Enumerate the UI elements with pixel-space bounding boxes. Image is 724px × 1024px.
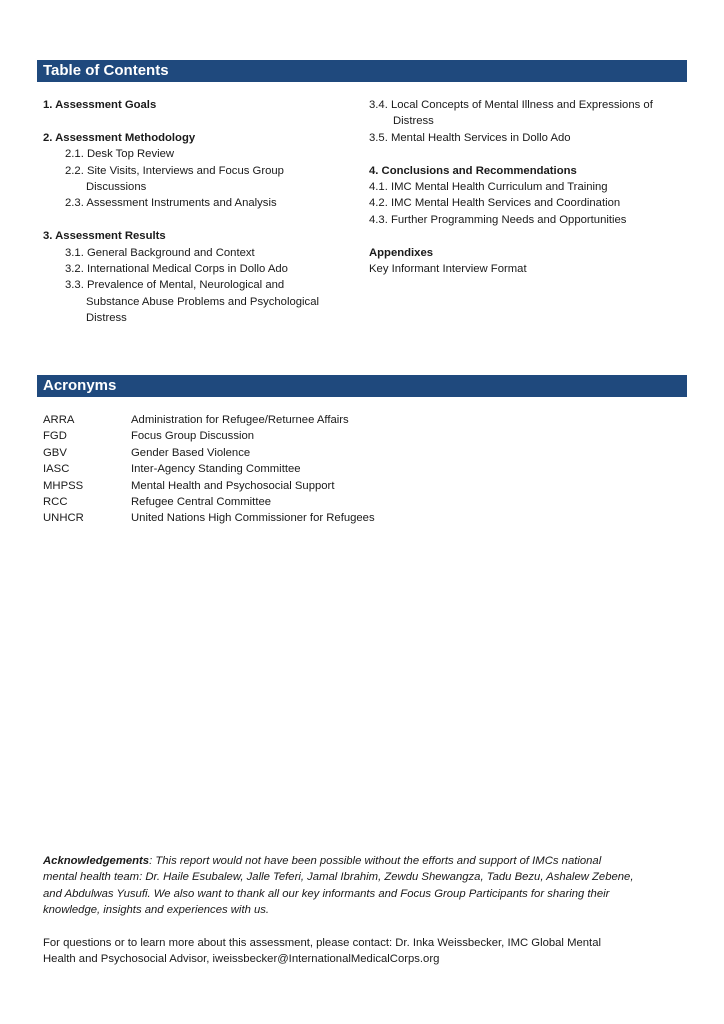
acronym-row	[43, 494, 683, 510]
acronym-meaning: Focus Group Discussion	[131, 430, 255, 443]
contact-text: Health and Psychosocial Advisor, iweissbecker@InternationalMedicalCorps.org	[43, 953, 440, 966]
acknowledgements-text: : This report would not have been possible without the efforts and support of IMCs national	[149, 855, 602, 867]
acknowledgements	[43, 853, 683, 919]
acronym-abbr: GBV	[43, 446, 67, 459]
toc-divider	[37, 81, 687, 82]
acronym-abbr: ARRA	[43, 414, 75, 426]
toc-entry-2[interactable]: 2. Assessment Methodology	[43, 131, 196, 144]
toc-entry-3-4[interactable]: 3.4. Local Concepts of Mental Illness and Expressions of	[369, 99, 653, 111]
toc-entry-3-2[interactable]: 3.2. International Medical Corps in Dollo Ado	[65, 263, 288, 276]
acronym-abbr: IASC	[43, 463, 70, 476]
toc-entry-4-1[interactable]: 4.1. IMC Mental Health Curriculum and Training	[369, 181, 608, 194]
acronyms-divider	[37, 396, 687, 397]
acronym-meaning: Refugee Central Committee	[131, 496, 272, 509]
acronyms-heading: Acronyms	[37, 375, 687, 396]
toc-right-column	[369, 97, 653, 277]
acronym-row	[43, 478, 683, 494]
toc-entry-3-3-cont2[interactable]: Distress	[86, 312, 127, 325]
toc-entry-appendix-1[interactable]: Key Informant Interview Format	[369, 263, 527, 276]
contact-text: For questions or to learn more about this assessment, please contact: Dr. Inka Weissbecker, IMC Global Mental	[43, 937, 601, 949]
acronym-abbr: MHPSS	[43, 479, 84, 492]
toc-entry-2-1[interactable]: 2.1. Desk Top Review	[65, 148, 175, 161]
toc-entry-3[interactable]: 3. Assessment Results	[43, 230, 166, 243]
acronym-abbr: RCC	[43, 496, 68, 509]
toc-heading: Table of Contents	[37, 60, 687, 81]
acronym-abbr: UNHCR	[43, 512, 84, 525]
toc-entry-appendixes[interactable]: Appendixes	[369, 246, 434, 259]
acronym-meaning: Administration for Refugee/Returnee Affairs	[131, 414, 349, 426]
contact-info	[43, 935, 683, 968]
acronym-row	[43, 461, 683, 477]
acronym-row	[43, 428, 683, 444]
acronym-row	[43, 510, 683, 526]
toc-entry-2-2[interactable]: 2.2. Site Visits, Interviews and Focus Group	[65, 164, 284, 177]
acronyms-list	[43, 412, 683, 527]
toc-entry-4-3[interactable]: 4.3. Further Programming Needs and Opportunities	[369, 213, 627, 226]
acronym-row	[43, 412, 683, 428]
acknowledgements-text: and Abdulwas Yusufi. We also want to thank all our key informants and Focus Group Participants for sharing their	[43, 887, 610, 900]
acronym-meaning: Mental Health and Psychosocial Support	[131, 479, 335, 492]
toc-entry-3-3-cont[interactable]: Substance Abuse Problems and Psychological	[86, 295, 319, 308]
acknowledgements-text: knowledge, insights and experiences with us.	[43, 904, 270, 917]
toc-entry-2-3[interactable]: 2.3. Assessment Instruments and Analysis	[65, 197, 277, 210]
toc-entry-4[interactable]: 4. Conclusions and Recommendations	[369, 164, 577, 177]
acknowledgements-label: Acknowledgements	[43, 855, 150, 867]
acknowledgements-text: mental health team: Dr. Haile Esubalew, Jalle Teferi, Jamal Ibrahim, Zewdu Shewangza, Tadu Bezu, Ashalew Zebene,	[43, 871, 634, 884]
acronym-abbr: FGD	[43, 430, 67, 443]
acronym-meaning: United Nations High Commissioner for Refugees	[131, 512, 375, 525]
toc-entry-4-2[interactable]: 4.2. IMC Mental Health Services and Coordination	[369, 197, 621, 210]
acronym-row	[43, 445, 683, 461]
toc-left-column	[43, 97, 319, 327]
toc-entry-3-5[interactable]: 3.5. Mental Health Services in Dollo Ado	[369, 131, 571, 144]
toc-entry-1[interactable]: 1. Assessment Goals	[43, 99, 157, 111]
acronym-meaning: Inter-Agency Standing Committee	[131, 463, 301, 476]
toc-entry-3-1[interactable]: 3.1. General Background and Context	[65, 246, 255, 259]
toc-entry-3-3[interactable]: 3.3. Prevalence of Mental, Neurological and	[65, 279, 285, 292]
toc-entry-2-2-cont[interactable]: Discussions	[86, 181, 147, 194]
toc-entry-3-4-cont[interactable]: Distress	[393, 115, 434, 128]
acronym-meaning: Gender Based Violence	[131, 446, 251, 459]
